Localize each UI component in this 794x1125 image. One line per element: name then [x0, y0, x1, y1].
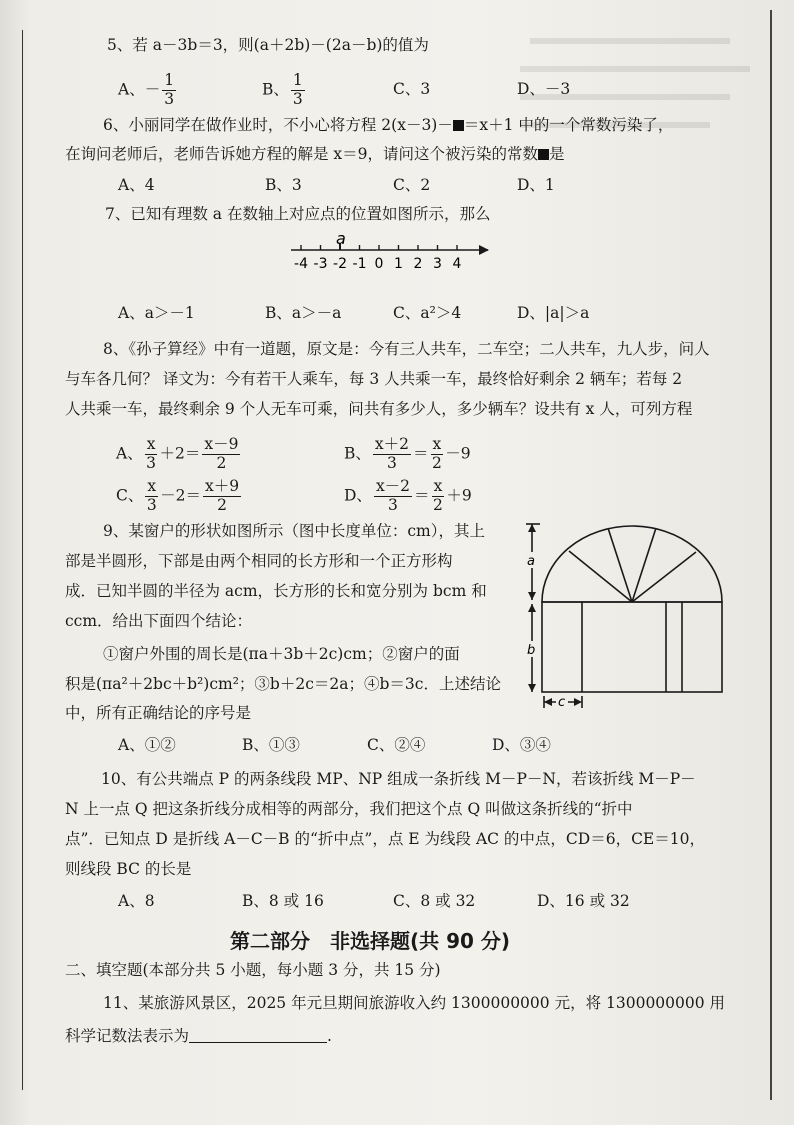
q9-line5: ①窗户外围的周长是(πa＋3b＋2c)cm；②窗户的面: [103, 645, 460, 663]
window-semicircle: [542, 526, 722, 602]
q8-b-f1d: 3: [387, 453, 397, 472]
q10-option-c[interactable]: C、8 或 32: [393, 892, 476, 910]
q8-line3: 人共乘一车，最终剩余 9 个人无车可乘，问共有多少人，多少辆车？设共有 x 人，可列方程: [65, 400, 693, 418]
q10-line2: N 上一点 Q 把这条折线分成相等的两部分，我们把这个点 Q 叫做这条折线的“折中: [65, 800, 633, 818]
q8-c-f2d: 2: [217, 495, 227, 514]
number-line-tick-label: -3: [313, 256, 328, 272]
q8-c-frac2: [203, 478, 241, 515]
q8-c-frac1: [145, 478, 158, 515]
q8-c-f1n: x: [147, 477, 157, 495]
q8-d-f2d: 2: [433, 495, 443, 514]
q8-d-frac1: [374, 478, 412, 515]
q7-option-c[interactable]: C、a²＞4: [393, 304, 462, 322]
dim-arrow-icon: [528, 604, 536, 612]
q8-b-f1n: x＋2: [374, 435, 409, 453]
q5-option-a[interactable]: [118, 72, 178, 109]
dim-arrow-icon: [574, 698, 582, 706]
q7-option-d[interactable]: D、|a|＞a: [517, 304, 590, 322]
q5-option-c[interactable]: C、3: [393, 80, 431, 98]
q5-option-d[interactable]: D、－3: [517, 80, 571, 98]
q6-line1-a: 6、小丽同学在做作业时，不小心将方程 2(x－3)－: [103, 116, 453, 134]
q6-line2-a: 在询问老师后，老师告诉她方程的解是 x＝9，请问这个被污染的常数: [65, 145, 539, 163]
q8-a-f1d: 3: [146, 453, 157, 472]
q7-number-line: [283, 228, 498, 276]
q6-option-b[interactable]: B、3: [265, 176, 302, 194]
number-line-point-label: a: [336, 229, 346, 248]
number-line-arrow-icon: [479, 245, 489, 255]
q6-line1-b: ＝x＋1 中的一个常数污染了，: [463, 116, 674, 134]
q9-line2: 部是半圆形，下部是由两个相同的长方形和一个正方形构: [65, 552, 453, 570]
q6-option-c[interactable]: C、2: [393, 176, 431, 194]
window-spoke-4: [632, 552, 696, 602]
q9-option-d[interactable]: D、③④: [492, 736, 551, 754]
q9-line3: 成．已知半圆的半径为 acm，长方形的长和宽分别为 bcm 和: [65, 582, 487, 600]
q9-option-b[interactable]: B、①③: [242, 736, 300, 754]
q8-option-d[interactable]: [344, 478, 472, 515]
q6-line2: [65, 147, 565, 163]
window-spoke-1: [569, 551, 632, 602]
q5-a-fraction: [162, 72, 176, 109]
q10-line4: 则线段 BC 的长是: [65, 860, 192, 878]
number-line-tick-label: 0: [374, 256, 384, 272]
q8-d-f1n: x－2: [375, 477, 411, 495]
q8-b-tail: －9: [445, 444, 471, 463]
q8-d-frac2: [432, 478, 445, 515]
q8-a-label: A、: [116, 444, 143, 463]
q5-a-label: A、－: [118, 80, 161, 99]
q8-b-frac2: [431, 436, 444, 473]
number-line-tick-label: 3: [433, 256, 442, 272]
q8-b-mid: ＝: [413, 444, 429, 463]
q8-option-b[interactable]: [344, 436, 471, 473]
dim-c-label: c: [558, 695, 566, 710]
q8-a-f2d: 2: [216, 453, 227, 472]
q9-option-a[interactable]: A、①②: [118, 736, 176, 754]
q8-option-a[interactable]: [116, 436, 242, 473]
q8-line2: 与车各几何？ 译文为：今有若干人乘车，每 3 人共乘一车，最终恰好剩余 2 辆车；若每 2: [65, 370, 683, 388]
q8-d-label: D、: [344, 486, 372, 505]
q8-a-f1n: x: [146, 435, 156, 453]
q5-a-den: 3: [164, 89, 175, 108]
q9-line6: 积是(πa²＋2bc＋b²)cm²；③b＋2c＝2a；④b＝3c．上述结论: [65, 675, 501, 693]
q8-c-f1d: 3: [146, 495, 157, 514]
q10-option-b[interactable]: B、8 或 16: [242, 892, 324, 910]
number-line-tick-label: -1: [352, 256, 367, 272]
q8-c-mid: －2＝: [160, 486, 201, 505]
dim-arrow-icon: [528, 684, 536, 692]
q10-line1: 10、有公共端点 P 的两条线段 MP、NP 组成一条折线 M－P－N，若该折线 M－P－: [101, 770, 696, 788]
q11-line1: 11、某旅游风景区，2025 年元旦期间旅游收入约 1300000000 元，将 1300000000 用: [103, 994, 726, 1012]
q11-line2-text: 科学记数法表示为: [65, 1027, 190, 1045]
q5-b-fraction: [291, 72, 305, 109]
q8-a-frac2: [202, 436, 240, 473]
q7-option-a[interactable]: A、a＞－1: [118, 304, 195, 322]
q11-line2-end: .: [327, 1027, 332, 1045]
q8-d-f2n: x: [433, 477, 443, 495]
q8-a-mid: ＋2＝: [159, 444, 201, 463]
binding-line-right: [770, 10, 772, 1100]
q6-line2-b: 是: [549, 145, 565, 163]
dim-arrow-icon: [544, 698, 552, 706]
q5-a-num: 1: [164, 71, 175, 89]
q10-line3: 点”．已知点 D 是折线 A－C－B 的“折中点”，点 E 为线段 AC 的中点，CD＝6，CE＝10，: [65, 830, 705, 848]
q7-stem: 7、已知有理数 a 在数轴上对应点的位置如图所示，那么: [105, 205, 491, 223]
window-frame-lower: [542, 602, 722, 692]
number-line-tick-label: 2: [413, 256, 423, 272]
q8-b-frac1: [373, 436, 411, 473]
q6-option-a[interactable]: A、4: [118, 176, 155, 194]
q5-option-b[interactable]: [262, 72, 307, 109]
q9-line7: 中，所有正确结论的序号是: [65, 704, 252, 722]
binding-line-left: [22, 30, 23, 1090]
number-line-tick-label: 1: [394, 256, 403, 272]
q5-b-label: B、: [262, 80, 289, 99]
q9-line1: 9、某窗户的形状如图所示（图中长度单位：cm），其上: [103, 522, 485, 540]
q9-window-figure: [524, 516, 729, 711]
window-spoke-2: [608, 528, 632, 602]
q8-b-f2n: x: [432, 435, 442, 453]
q6-option-d[interactable]: D、1: [517, 176, 555, 194]
number-line-tick-label: -2: [333, 256, 347, 272]
q5-b-num: 1: [292, 71, 303, 89]
q8-d-tail: ＋9: [446, 486, 472, 505]
q6-line1: [103, 118, 673, 134]
q10-option-a[interactable]: A、8: [118, 892, 155, 910]
number-line-tick-label: -4: [294, 256, 308, 272]
section-fill-blank-heading: 二、填空题(本部分共 5 小题，每小题 3 分，共 15 分): [65, 961, 441, 979]
q7-option-b[interactable]: B、a＞－a: [265, 304, 342, 322]
dim-b-label: b: [527, 643, 536, 658]
q8-c-f2n: x＋9: [205, 477, 240, 495]
number-line-tick-label: 4: [452, 256, 462, 272]
q8-line1: 8、《孙子算经》中有一道题，原文是：今有三人共车，二车空；二人共车，九人步，问人: [103, 340, 710, 358]
q10-option-d[interactable]: D、16 或 32: [537, 892, 630, 910]
window-spoke-3: [632, 528, 656, 602]
dim-arrow-icon: [528, 524, 536, 532]
q8-d-f1d: 3: [388, 495, 398, 514]
q8-a-frac1: [145, 436, 158, 473]
q8-option-c[interactable]: [116, 478, 243, 515]
dim-arrow-icon: [528, 592, 536, 600]
part2-title: 第二部分 非选择题(共 90 分): [230, 929, 511, 953]
ink-blot-icon: [538, 149, 549, 160]
q9-option-c[interactable]: C、②④: [367, 736, 426, 754]
dim-a-label: a: [527, 554, 535, 569]
q8-b-f2d: 2: [431, 453, 442, 472]
q11-answer-blank[interactable]: [189, 1028, 327, 1043]
q8-d-mid: ＝: [414, 486, 430, 505]
ink-blot-icon: [453, 120, 464, 131]
q5-stem: 5、若 a－3b＝3，则(a＋2b)－(2a－b)的值为: [107, 36, 429, 54]
q9-line4: ccm．给出下面四个结论：: [65, 612, 253, 630]
q5-b-den: 3: [292, 89, 303, 108]
q11-line2: [65, 1028, 332, 1045]
q8-c-label: C、: [116, 486, 144, 505]
q8-a-f2n: x－9: [204, 435, 239, 453]
q8-b-label: B、: [344, 444, 371, 463]
